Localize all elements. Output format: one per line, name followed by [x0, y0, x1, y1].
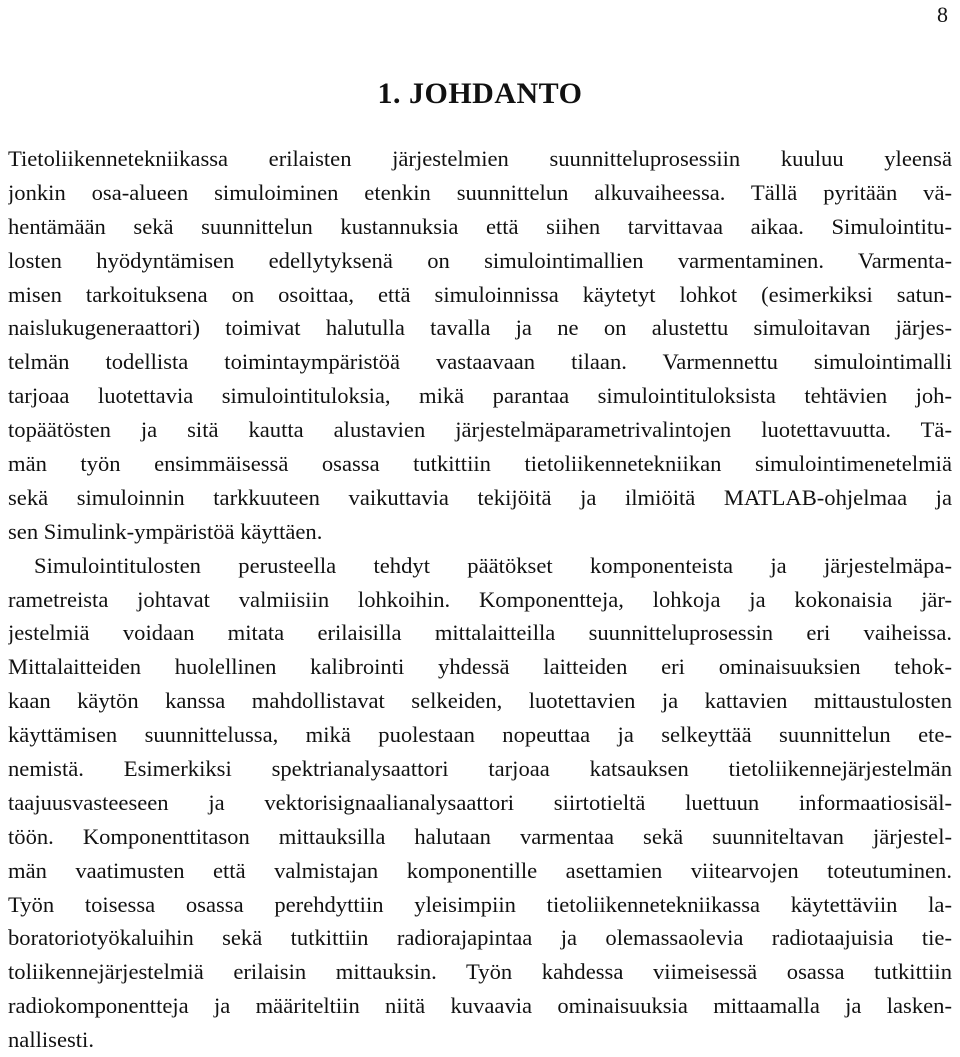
text-line: jonkin osa-alueen simuloiminen etenkin suunnittelun alkuvaiheessa. Tällä pyritään vä-: [8, 179, 952, 205]
text-line: sekä simuloinnin tarkkuuteen vaikuttavia tekijöitä ja ilmiöitä MATLAB-ohjelmaa ja: [8, 484, 952, 510]
text-line: töön. Komponenttitason mittauksilla halutaan varmentaa sekä suunniteltavan järjestel-: [8, 823, 952, 849]
text-line: män työn ensimmäisessä osassa tutkittiin tietoliikennetekniikan simulointimenetelmiä: [8, 451, 952, 477]
text-line: radiokomponentteja ja määriteltiin niitä kuvaavia ominaisuuksia mittaamalla ja lasken-: [8, 993, 952, 1019]
chapter-title: 1. JOHDANTO: [377, 77, 583, 110]
text-line: topäätösten ja sitä kautta alustavien järjestelmäparametrivalintojen luotettavuutta. Tä-: [8, 417, 952, 443]
text-line: rametreista johtavat valmiisiin lohkoihin. Komponentteja, lohkoja ja kokonaisia jär-: [8, 586, 952, 612]
text-line: boratoriotyökaluihin sekä tutkittiin radiorajapintaa ja olemassaolevia radiotaajuisia tie-: [8, 925, 952, 951]
text-line: telmän todellista toimintaympäristöä vastaavaan tilaan. Varmennettu simulointimalli: [8, 349, 952, 375]
text-line: sen Simulink-ympäristöä käyttäen.: [8, 518, 323, 544]
page-number: 8: [937, 2, 948, 27]
text-line: taajuusvasteeseen ja vektorisignaalianalysaattori siirtotieltä luettuun informaatiosisäl-: [8, 789, 952, 815]
text-line: kaan käytön kanssa mahdollistavat selkeiden, luotettavien ja kattavien mittaustulosten: [8, 688, 952, 714]
text-line: Mittalaitteiden huolellinen kalibrointi yhdessä laitteiden eri ominaisuuksien tehok-: [8, 654, 952, 680]
text-line: misen tarkoituksena on osoittaa, että simuloinnissa käytetyt lohkot (esimerkiksi satun-: [8, 281, 952, 307]
text-line: naislukugeneraattori) toimivat halutulla tavalla ja ne on alustettu simuloitavan järjes-: [8, 315, 952, 341]
text-line: nallisesti.: [8, 1027, 94, 1053]
paragraph-1: [8, 142, 952, 549]
text-line: hentämään sekä suunnittelun kustannuksia että siihen tarvittavaa aikaa. Simulointitu-: [8, 213, 952, 239]
text-line: män vaatimusten että valmistajan komponentille asettamien viitearvojen toteutuminen.: [8, 857, 952, 883]
text-line: Simulointitulosten perusteella tehdyt päätökset komponenteista ja järjestelmäpa-: [34, 552, 952, 578]
body-text: [8, 142, 952, 1057]
text-line: Tietoliikennetekniikassa erilaisten järjestelmien suunnitteluprosessiin kuuluu yleensä: [8, 146, 952, 171]
text-line: nemistä. Esimerkiksi spektrianalysaattori tarjoaa katsauksen tietoliikennejärjestelmän: [8, 756, 952, 782]
text-line: Työn toisessa osassa perehdyttiin yleisimpiin tietoliikennetekniikassa käytettäviin la-: [8, 891, 952, 917]
text-line: jestelmiä voidaan mitata erilaisilla mittalaitteilla suunnitteluprosessin eri vaiheissa.: [8, 620, 952, 646]
paragraph-2: [8, 549, 952, 1057]
text-line: käyttämisen suunnittelussa, mikä puolestaan nopeuttaa ja selkeyttää suunnittelun ete-: [8, 722, 952, 748]
text-line: losten hyödyntämisen edellytyksenä on simulointimallien varmentaminen. Varmenta-: [8, 247, 952, 273]
text-line: tarjoaa luotettavia simulointituloksia, mikä parantaa simulointituloksista tehtävien joh-: [8, 383, 952, 409]
text-line: toliikennejärjestelmiä erilaisin mittauksin. Työn kahdessa viimeisessä osassa tutkittiin: [8, 959, 952, 985]
